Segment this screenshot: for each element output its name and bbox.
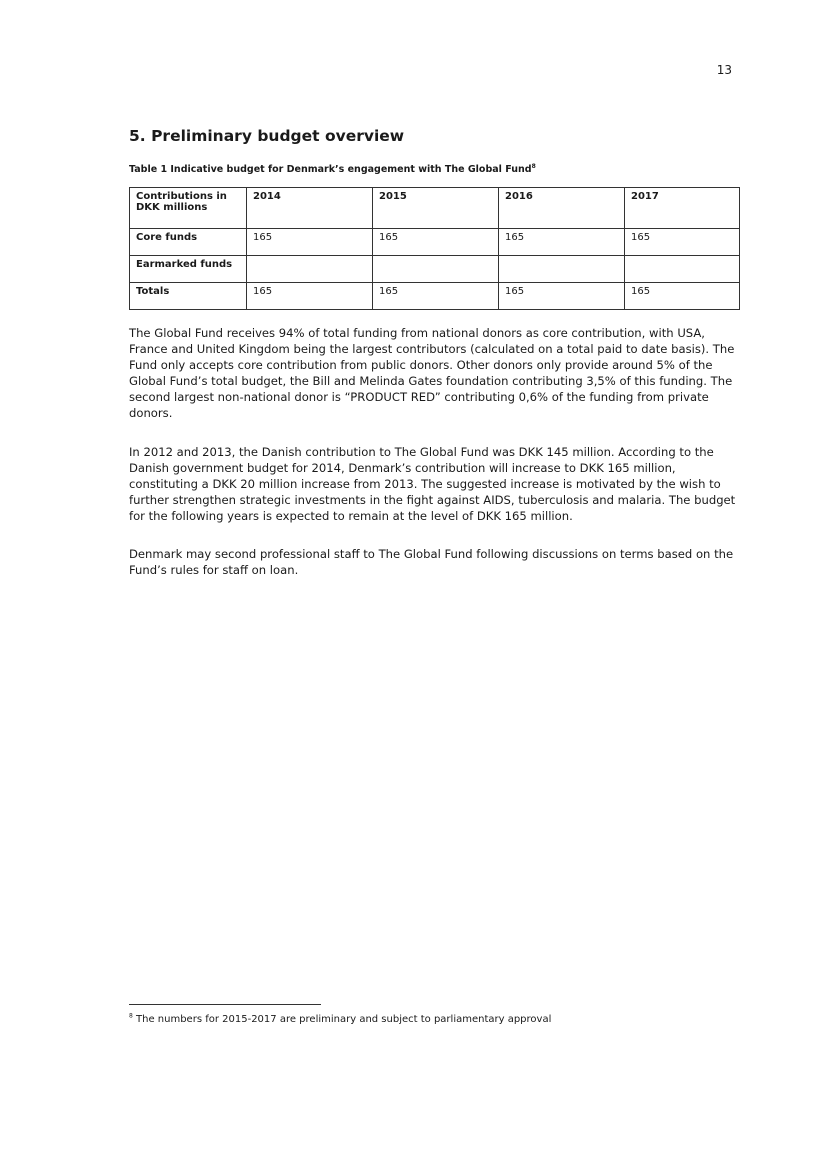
table-header-row <box>130 188 740 229</box>
row-label: Totals <box>130 283 247 310</box>
footnote-divider <box>129 1004 321 1005</box>
table-cell <box>499 256 625 283</box>
row-label: Core funds <box>130 229 247 256</box>
paragraph-funding-sources: The Global Fund receives 94% of total funding from national donors as core contribution, with USA, France and United Kingdom being the largest contributors (calculated on a total paid to date basis). The Fund only accepts core contribution from public donors. Other donors only provide around 5% of the Global Fund’s total budget, the Bill and Melinda Gates foundation contributing 3,5% of this funding. The second largest non-national donor is “PRODUCT RED” contributing 0,6% of the funding from private donors. <box>129 326 735 420</box>
table-cell: 165 <box>373 283 499 310</box>
header-cell-2016: 2016 <box>499 188 625 229</box>
table-caption-text: Table 1 Indicative budget for Denmark’s engagement with The Global Fund <box>129 164 532 175</box>
table-cell: 165 <box>247 229 373 256</box>
header-cell-2015: 2015 <box>373 188 499 229</box>
table-cell: 165 <box>373 229 499 256</box>
table-cell: 165 <box>247 283 373 310</box>
table-cell: 165 <box>499 229 625 256</box>
budget-table <box>129 187 740 310</box>
table-cell: 165 <box>499 283 625 310</box>
page-number: 13 <box>716 63 732 77</box>
footnote <box>129 1014 551 1025</box>
table-row-core-funds <box>130 229 740 256</box>
header-cell-2014: 2014 <box>247 188 373 229</box>
footnote-reference: 8 <box>531 162 536 170</box>
header-cell-2017: 2017 <box>625 188 740 229</box>
table-cell: 165 <box>625 229 740 256</box>
table-cell <box>247 256 373 283</box>
section-heading: 5. Preliminary budget overview <box>129 127 405 145</box>
table-cell: 165 <box>625 283 740 310</box>
table-row-earmarked-funds <box>130 256 740 283</box>
header-cell-label: Contributions in DKK millions <box>130 188 247 229</box>
table-cell <box>625 256 740 283</box>
footnote-text: The numbers for 2015-2017 are preliminary and subject to parliamentary approval <box>136 1014 552 1025</box>
table-caption <box>129 164 536 175</box>
paragraph-danish-contribution: In 2012 and 2013, the Danish contribution to The Global Fund was DKK 145 million. According to the Danish government budget for 2014, Denmark’s contribution will increase to DKK 165 million, constituting a DKK 20 million increase from 2013. The suggested increase is motivated by the wish to further strengthen strategic investments in the fight against AIDS, tuberculosis and malaria. The budget for the following years is expected to remain at the level of DKK 165 million. <box>129 445 736 523</box>
table-row-totals <box>130 283 740 310</box>
paragraph-staff-secondment: Denmark may second professional staff to The Global Fund following discussions on terms based on the Fund’s rules for staff on loan. <box>129 547 734 577</box>
footnote-marker: 8 <box>129 1012 133 1020</box>
table-cell <box>373 256 499 283</box>
row-label: Earmarked funds <box>130 256 247 283</box>
